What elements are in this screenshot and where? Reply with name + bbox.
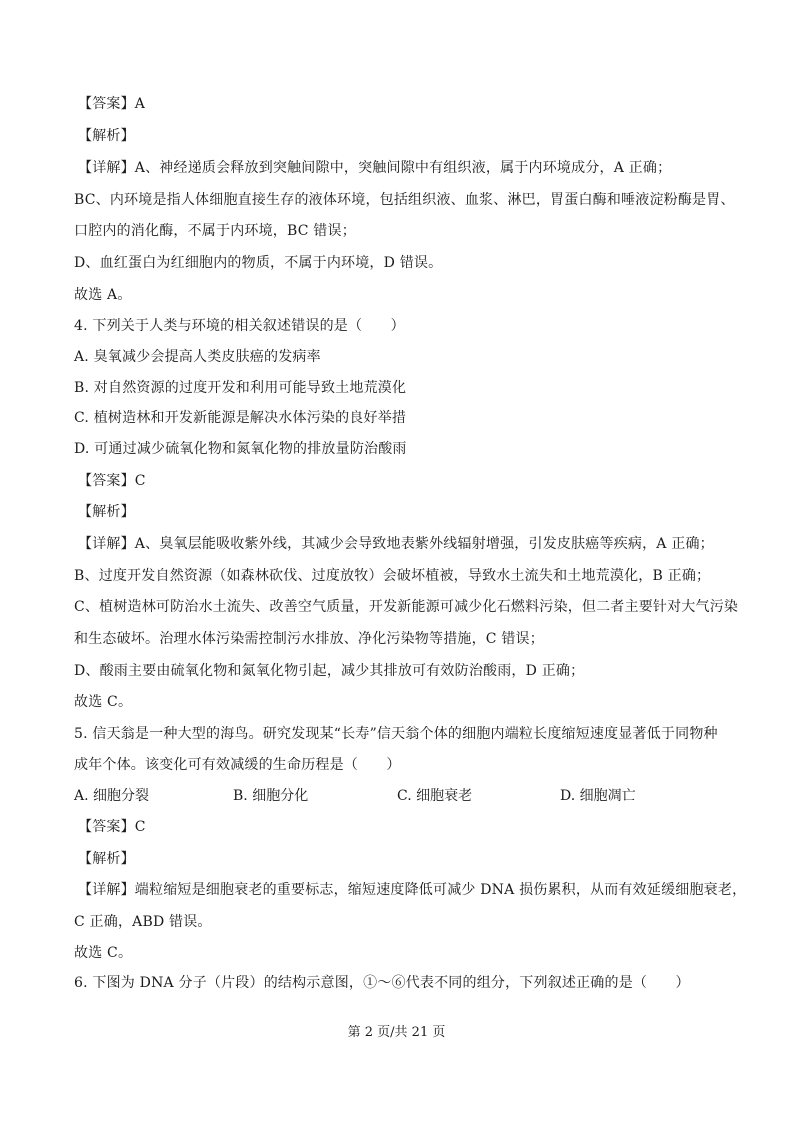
q4-option-d: D. 可通过减少硫氧化物和氮氧化物的排放量防治酸雨 (74, 441, 407, 457)
q5-answer: 【答案】C (78, 819, 146, 835)
q3-answer: 【答案】A (78, 96, 146, 112)
q4-detail-line-3: C、植树造林可防治水土流失、改善空气质量，开发新能源可减少化石燃料污染，但二者主要针对大气污染 (74, 599, 739, 615)
q5-detail-line-1: 【详解】端粒缩短是细胞衰老的重要标志，缩短速度降低可减少 DNA 损伤累积，从而有效延缓细胞衰老， (78, 882, 747, 898)
page-footer: 第 2 页/共 21 页 (347, 1025, 446, 1040)
q3-detail-line-4: D、血红蛋白为红细胞内的物质，不属于内环境，D 错误。 (74, 255, 443, 271)
q5-analysis-heading: 【解析】 (78, 851, 135, 867)
q4-analysis-heading: 【解析】 (78, 504, 135, 520)
q3-analysis-heading: 【解析】 (78, 128, 135, 144)
q3-detail-line-1: 【详解】A、神经递质会释放到突触间隙中，突触间隙中有组织液，属于内环境成分，A 正确； (78, 160, 672, 176)
q5-option-c: C. 细胞衰老 (397, 788, 473, 804)
q3-detail-line-3: 口腔内的消化酶，不属于内环境，BC 错误； (74, 223, 356, 239)
q5-stem-line-1: 5. 信天翁是一种大型的海鸟。研究发现某“长寿”信天翁个体的细胞内端粒长度缩短速度显著低于同物种 (74, 726, 718, 742)
q5-detail-line-2: C 正确，ABD 错误。 (74, 914, 212, 930)
q4-answer: 【答案】C (78, 473, 146, 489)
q5-option-d: D. 细胞凋亡 (560, 788, 636, 804)
q5-option-b: B. 细胞分化 (233, 788, 309, 804)
q4-detail-line-2: B、过度开发自然资源（如森林砍伐、过度放牧）会破坏植被，导致水土流失和土地荒漠化，B 正确； (74, 568, 711, 584)
q5-conclusion: 故选 C。 (74, 945, 133, 961)
q4-detail-line-5: D、酸雨主要由硫氧化物和氮氧化物引起，减少其排放可有效防治酸雨，D 正确； (74, 663, 585, 679)
q5-stem-line-2: 成年个体。该变化可有效减缓的生命历程是（ ） (74, 757, 401, 773)
q4-stem: 4. 下列关于人类与环境的相关叙述错误的是（ ） (74, 318, 405, 334)
q4-detail-line-1: 【详解】A、臭氧层能吸收紫外线，其减少会导致地表紫外线辐射增强，引发皮肤癌等疾病，A 正确； (78, 536, 714, 552)
q5-option-a: A. 细胞分裂 (74, 788, 150, 804)
q4-option-b: B. 对自然资源的过度开发和利用可能导致土地荒漠化 (74, 380, 407, 396)
q4-option-c: C. 植树造林和开发新能源是解决水体污染的良好举措 (74, 410, 407, 426)
q4-detail-line-4: 和生态破坏。治理水体污染需控制污水排放、净化污染物等措施，C 错误； (74, 631, 544, 647)
q3-conclusion: 故选 A。 (74, 287, 132, 303)
q4-option-a: A. 臭氧减少会提高人类皮肤癌的发病率 (74, 349, 321, 365)
q3-detail-line-2: BC、内环境是指人体细胞直接生存的液体环境，包括组织液、血浆、淋巴，胃蛋白酶和唾液淀粉酶是胃、 (74, 192, 735, 208)
q4-conclusion: 故选 C。 (74, 694, 133, 710)
q6-stem: 6. 下图为 DNA 分子（片段）的结构示意图，①～⑥代表不同的组分，下列叙述正确的是（ ） (74, 975, 690, 991)
